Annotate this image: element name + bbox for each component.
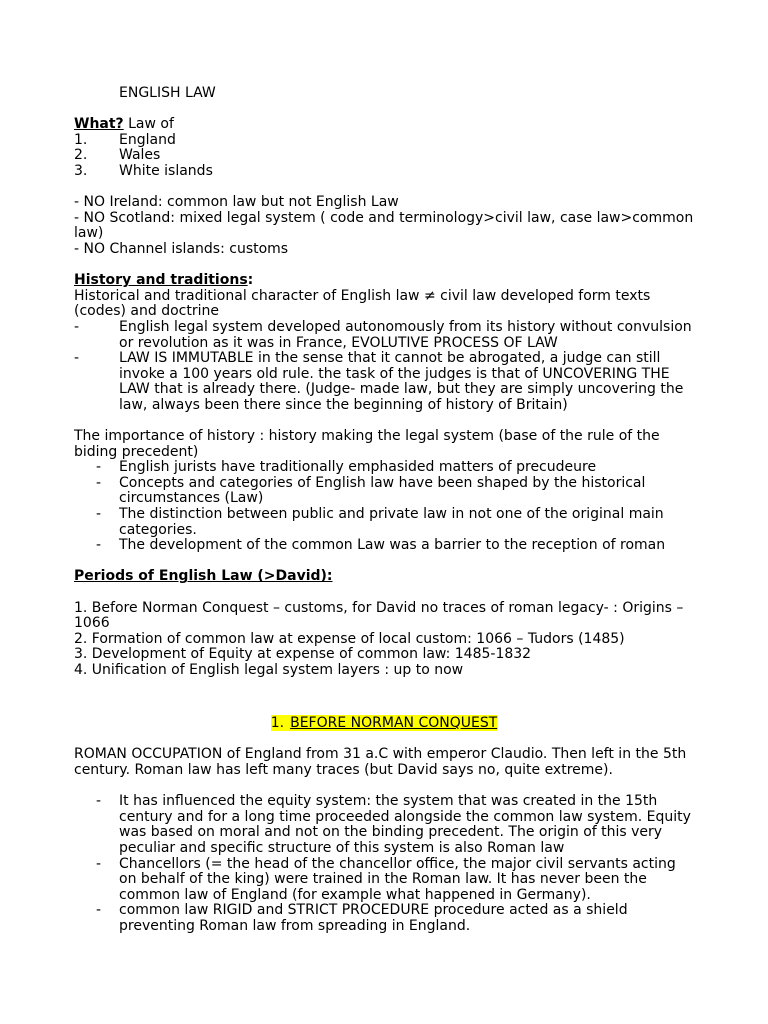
exclusion-line: - NO Channel islands: customs [74,240,289,257]
importance-list [74,460,694,554]
list-item: - It has influenced the equity system: the system that was created in the 15th century and for a long time proceeded alongside the common law system. Equity was based on moral and not on the binding precedent. The origin of this very peculiar and specific structure of this system is also Roman law [96,793,691,856]
document-title: ENGLISH LAW [119,85,216,101]
history-point: - English legal system developed autonomously from its history without convulsion or revolution as it was in France, EVOLUTIVE PROCESS OF LAW [74,318,692,351]
what-text: Law of [123,116,174,133]
history-heading-colon: : [247,272,254,289]
history-point: - LAW IS IMMUTABLE in the sense that it cannot be abrogated, a judge can still invoke a 100 years old rule. the task of the judges is that of UNCOVERING THE LAW that is already there. (Judge- made law, but they are simply uncovering the law, always been there since the beginning of history of Britain) [74,350,684,413]
history-heading: History and traditions [74,272,248,289]
section-number: 1. [271,715,290,731]
section-intro: ROMAN OCCUPATION of England from 31 a.C with emperor Claudio. Then left in the 5th century. Roman law has left many traces (but David says no, quite extreme). [74,746,687,778]
exclusion-line: - NO Scotland: mixed legal system ( code and terminology>civil law, case law>common law) [74,209,694,242]
list-item: 1. England [74,131,176,148]
history-heading-line [74,273,694,289]
what-label: What? [74,116,124,133]
document-body [74,86,694,934]
section-heading [74,716,694,732]
list-item: - Concepts and categories of English law have been shaped by the historical circumstances (Law) [96,474,646,507]
section-title: BEFORE NORMAN CONQUEST [290,715,498,732]
exclusion-line: - NO Ireland: common law but not English Law [74,194,399,211]
what-line [74,117,694,133]
list-item: - The distinction between public and private law in not one of the original main categories. [96,506,664,538]
history-intro: Historical and traditional character of English law ≠ civil law developed form texts (codes) and doctrine [74,287,651,320]
list-item: - Chancellors (= the head of the chancellor office, the major civil servants acting on behalf of the king) were trained in the Roman law. It has never been the common law of England (for example what happened in Germany). [96,855,676,903]
period-item: 3. Development of Equity at expense of common law: 1485-1832 [74,646,532,663]
section-list [74,794,694,934]
list-item: - The development of the common Law was a barrier to the reception of roman [96,537,666,554]
list-item: 3. White islands [74,162,213,179]
period-item: 4. Unification of English legal system layers : up to now [74,661,464,678]
list-item: 2. Wales [74,147,161,164]
period-item: 2. Formation of common law at expense of local custom: 1066 – Tudors (1485) [74,630,625,647]
importance-intro: The importance of history : history making the legal system (base of the rule of the biding precedent) [74,428,660,460]
period-item: 1. Before Norman Conquest – customs, for David no traces of roman legacy- : Origins – 1066 [74,599,684,632]
periods-heading: Periods of English Law (>David): [74,568,333,585]
list-item: - English jurists have traditionally emphasided matters of precudeure [96,459,597,476]
list-item: - common law RIGID and STRICT PROCEDURE procedure acted as a shield preventing Roman law from spreading in England. [96,902,628,934]
